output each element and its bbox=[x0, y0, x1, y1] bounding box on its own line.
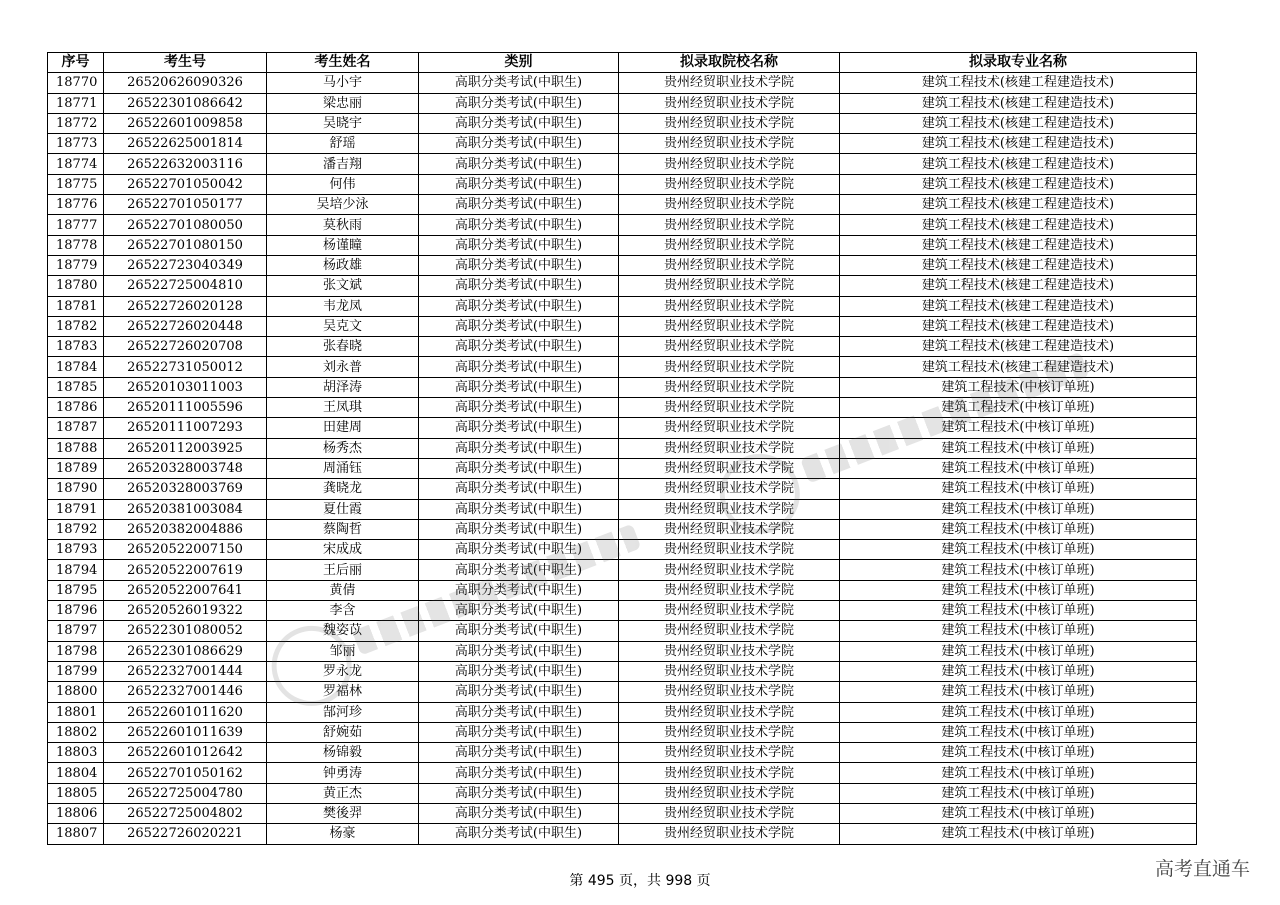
table-row bbox=[48, 377, 1197, 397]
cell-name: 郜河珍 bbox=[267, 702, 419, 722]
table-row bbox=[48, 458, 1197, 478]
cell-category: 高职分类考试(中职生) bbox=[419, 398, 619, 418]
cell-major: 建筑工程技术(中核订单班) bbox=[840, 519, 1197, 539]
cell-name: 吴培少泳 bbox=[267, 195, 419, 215]
table-row bbox=[48, 235, 1197, 255]
table-body bbox=[48, 73, 1197, 844]
cell-school: 贵州经贸职业技术学院 bbox=[619, 418, 840, 438]
cell-school: 贵州经贸职业技术学院 bbox=[619, 540, 840, 560]
cell-major: 建筑工程技术(中核订单班) bbox=[840, 540, 1197, 560]
header-row bbox=[48, 53, 1197, 73]
cell-school: 贵州经贸职业技术学院 bbox=[619, 763, 840, 783]
cell-exam-no: 26522601009858 bbox=[104, 113, 267, 133]
cell-major: 建筑工程技术(核建工程建造技术) bbox=[840, 357, 1197, 377]
cell-seq: 18775 bbox=[48, 174, 104, 194]
cell-category: 高职分类考试(中职生) bbox=[419, 93, 619, 113]
cell-exam-no: 26520522007619 bbox=[104, 560, 267, 580]
cell-category: 高职分类考试(中职生) bbox=[419, 195, 619, 215]
cell-category: 高职分类考试(中职生) bbox=[419, 276, 619, 296]
cell-seq: 18781 bbox=[48, 296, 104, 316]
table-row bbox=[48, 560, 1197, 580]
cell-exam-no: 26522701050177 bbox=[104, 195, 267, 215]
cell-major: 建筑工程技术(中核订单班) bbox=[840, 479, 1197, 499]
cell-school: 贵州经贸职业技术学院 bbox=[619, 296, 840, 316]
cell-major: 建筑工程技术(核建工程建造技术) bbox=[840, 215, 1197, 235]
cell-school: 贵州经贸职业技术学院 bbox=[619, 661, 840, 681]
cell-seq: 18786 bbox=[48, 398, 104, 418]
cell-name: 胡泽涛 bbox=[267, 377, 419, 397]
cell-exam-no: 26522701050042 bbox=[104, 174, 267, 194]
table-row bbox=[48, 783, 1197, 803]
cell-exam-no: 26522725004810 bbox=[104, 276, 267, 296]
cell-exam-no: 26522725004802 bbox=[104, 803, 267, 823]
table-row bbox=[48, 763, 1197, 783]
cell-school: 贵州经贸职业技术学院 bbox=[619, 458, 840, 478]
cell-major: 建筑工程技术(中核订单班) bbox=[840, 722, 1197, 742]
table-row bbox=[48, 824, 1197, 844]
cell-school: 贵州经贸职业技术学院 bbox=[619, 743, 840, 763]
cell-name: 韦龙凤 bbox=[267, 296, 419, 316]
cell-school: 贵州经贸职业技术学院 bbox=[619, 276, 840, 296]
table-row bbox=[48, 682, 1197, 702]
cell-name: 罗永龙 bbox=[267, 661, 419, 681]
cell-exam-no: 26520522007641 bbox=[104, 580, 267, 600]
cell-seq: 18785 bbox=[48, 377, 104, 397]
cell-category: 高职分类考试(中职生) bbox=[419, 743, 619, 763]
cell-name: 杨政雄 bbox=[267, 255, 419, 275]
cell-major: 建筑工程技术(核建工程建造技术) bbox=[840, 276, 1197, 296]
cell-category: 高职分类考试(中职生) bbox=[419, 215, 619, 235]
cell-seq: 18771 bbox=[48, 93, 104, 113]
table-row bbox=[48, 499, 1197, 519]
cell-exam-no: 26520112003925 bbox=[104, 438, 267, 458]
header-name: 考生姓名 bbox=[267, 53, 419, 73]
cell-exam-no: 26520626090326 bbox=[104, 73, 267, 93]
header-seq: 序号 bbox=[48, 53, 104, 73]
cell-exam-no: 26522601012642 bbox=[104, 743, 267, 763]
cell-name: 吴克文 bbox=[267, 316, 419, 336]
cell-category: 高职分类考试(中职生) bbox=[419, 377, 619, 397]
cell-major: 建筑工程技术(中核订单班) bbox=[840, 743, 1197, 763]
cell-school: 贵州经贸职业技术学院 bbox=[619, 113, 840, 133]
cell-category: 高职分类考试(中职生) bbox=[419, 702, 619, 722]
cell-school: 贵州经贸职业技术学院 bbox=[619, 255, 840, 275]
cell-name: 杨秀杰 bbox=[267, 438, 419, 458]
cell-school: 贵州经贸职业技术学院 bbox=[619, 702, 840, 722]
cell-exam-no: 26522632003116 bbox=[104, 154, 267, 174]
table-row bbox=[48, 113, 1197, 133]
cell-exam-no: 26522725004780 bbox=[104, 783, 267, 803]
cell-major: 建筑工程技术(核建工程建造技术) bbox=[840, 316, 1197, 336]
cell-exam-no: 26520103011003 bbox=[104, 377, 267, 397]
cell-seq: 18773 bbox=[48, 134, 104, 154]
table-row bbox=[48, 702, 1197, 722]
cell-seq: 18806 bbox=[48, 803, 104, 823]
cell-exam-no: 26520522007150 bbox=[104, 540, 267, 560]
cell-name: 李含 bbox=[267, 601, 419, 621]
cell-seq: 18783 bbox=[48, 337, 104, 357]
table-row bbox=[48, 743, 1197, 763]
table-row bbox=[48, 255, 1197, 275]
cell-seq: 18784 bbox=[48, 357, 104, 377]
table-row bbox=[48, 641, 1197, 661]
cell-major: 建筑工程技术(核建工程建造技术) bbox=[840, 93, 1197, 113]
cell-seq: 18793 bbox=[48, 540, 104, 560]
cell-category: 高职分类考试(中职生) bbox=[419, 824, 619, 844]
cell-seq: 18800 bbox=[48, 682, 104, 702]
admission-table bbox=[47, 52, 1197, 845]
cell-major: 建筑工程技术(核建工程建造技术) bbox=[840, 255, 1197, 275]
cell-name: 钟勇涛 bbox=[267, 763, 419, 783]
cell-school: 贵州经贸职业技术学院 bbox=[619, 438, 840, 458]
cell-school: 贵州经贸职业技术学院 bbox=[619, 722, 840, 742]
cell-category: 高职分类考试(中职生) bbox=[419, 458, 619, 478]
cell-seq: 18797 bbox=[48, 621, 104, 641]
cell-name: 田建周 bbox=[267, 418, 419, 438]
table-row bbox=[48, 519, 1197, 539]
cell-name: 张文斌 bbox=[267, 276, 419, 296]
cell-name: 宋成成 bbox=[267, 540, 419, 560]
cell-exam-no: 26520111005596 bbox=[104, 398, 267, 418]
cell-category: 高职分类考试(中职生) bbox=[419, 438, 619, 458]
cell-major: 建筑工程技术(核建工程建造技术) bbox=[840, 134, 1197, 154]
cell-major: 建筑工程技术(中核订单班) bbox=[840, 621, 1197, 641]
cell-seq: 18796 bbox=[48, 601, 104, 621]
cell-major: 建筑工程技术(中核订单班) bbox=[840, 398, 1197, 418]
cell-name: 黄正杰 bbox=[267, 783, 419, 803]
cell-name: 吴晓宇 bbox=[267, 113, 419, 133]
table-row bbox=[48, 276, 1197, 296]
cell-school: 贵州经贸职业技术学院 bbox=[619, 357, 840, 377]
cell-category: 高职分类考试(中职生) bbox=[419, 682, 619, 702]
page-number: 第 495 页，共 998 页 bbox=[569, 873, 711, 889]
table-row bbox=[48, 337, 1197, 357]
table-row bbox=[48, 661, 1197, 681]
cell-major: 建筑工程技术(中核订单班) bbox=[840, 641, 1197, 661]
cell-school: 贵州经贸职业技术学院 bbox=[619, 580, 840, 600]
cell-category: 高职分类考试(中职生) bbox=[419, 560, 619, 580]
cell-category: 高职分类考试(中职生) bbox=[419, 661, 619, 681]
cell-category: 高职分类考试(中职生) bbox=[419, 73, 619, 93]
cell-exam-no: 26522327001446 bbox=[104, 682, 267, 702]
cell-category: 高职分类考试(中职生) bbox=[419, 722, 619, 742]
cell-major: 建筑工程技术(中核订单班) bbox=[840, 702, 1197, 722]
cell-school: 贵州经贸职业技术学院 bbox=[619, 499, 840, 519]
cell-name: 杨锦毅 bbox=[267, 743, 419, 763]
cell-major: 建筑工程技术(中核订单班) bbox=[840, 499, 1197, 519]
cell-name: 何伟 bbox=[267, 174, 419, 194]
cell-category: 高职分类考试(中职生) bbox=[419, 479, 619, 499]
cell-exam-no: 26520381003084 bbox=[104, 499, 267, 519]
header-major: 拟录取专业名称 bbox=[840, 53, 1197, 73]
cell-name: 潘吉翔 bbox=[267, 154, 419, 174]
table-row bbox=[48, 601, 1197, 621]
cell-seq: 18803 bbox=[48, 743, 104, 763]
cell-category: 高职分类考试(中职生) bbox=[419, 418, 619, 438]
cell-name: 莫秋雨 bbox=[267, 215, 419, 235]
cell-school: 贵州经贸职业技术学院 bbox=[619, 824, 840, 844]
cell-category: 高职分类考试(中职生) bbox=[419, 296, 619, 316]
cell-seq: 18770 bbox=[48, 73, 104, 93]
cell-school: 贵州经贸职业技术学院 bbox=[619, 641, 840, 661]
cell-exam-no: 26520328003748 bbox=[104, 458, 267, 478]
cell-seq: 18807 bbox=[48, 824, 104, 844]
cell-exam-no: 26522726020128 bbox=[104, 296, 267, 316]
cell-name: 梁忠丽 bbox=[267, 93, 419, 113]
cell-exam-no: 26520328003769 bbox=[104, 479, 267, 499]
cell-category: 高职分类考试(中职生) bbox=[419, 540, 619, 560]
table-row bbox=[48, 357, 1197, 377]
cell-major: 建筑工程技术(中核订单班) bbox=[840, 418, 1197, 438]
cell-school: 贵州经贸职业技术学院 bbox=[619, 93, 840, 113]
cell-name: 舒婉茹 bbox=[267, 722, 419, 742]
cell-exam-no: 26522726020448 bbox=[104, 316, 267, 336]
cell-category: 高职分类考试(中职生) bbox=[419, 763, 619, 783]
cell-major: 建筑工程技术(中核订单班) bbox=[840, 803, 1197, 823]
cell-category: 高职分类考试(中职生) bbox=[419, 641, 619, 661]
cell-exam-no: 26520382004886 bbox=[104, 519, 267, 539]
table-header bbox=[48, 53, 1197, 73]
cell-school: 贵州经贸职业技术学院 bbox=[619, 235, 840, 255]
cell-name: 杨谨瞳 bbox=[267, 235, 419, 255]
cell-exam-no: 26522701080150 bbox=[104, 235, 267, 255]
cell-school: 贵州经贸职业技术学院 bbox=[619, 154, 840, 174]
cell-school: 贵州经贸职业技术学院 bbox=[619, 560, 840, 580]
cell-school: 贵州经贸职业技术学院 bbox=[619, 398, 840, 418]
cell-seq: 18791 bbox=[48, 499, 104, 519]
cell-category: 高职分类考试(中职生) bbox=[419, 255, 619, 275]
cell-school: 贵州经贸职业技术学院 bbox=[619, 682, 840, 702]
table-row bbox=[48, 418, 1197, 438]
table-row bbox=[48, 195, 1197, 215]
cell-name: 罗福林 bbox=[267, 682, 419, 702]
cell-school: 贵州经贸职业技术学院 bbox=[619, 377, 840, 397]
brand-watermark: 高考直通车 bbox=[1154, 858, 1250, 880]
cell-seq: 18780 bbox=[48, 276, 104, 296]
cell-seq: 18788 bbox=[48, 438, 104, 458]
cell-name: 舒瑶 bbox=[267, 134, 419, 154]
cell-seq: 18777 bbox=[48, 215, 104, 235]
cell-category: 高职分类考试(中职生) bbox=[419, 357, 619, 377]
table-row bbox=[48, 93, 1197, 113]
header-school: 拟录取院校名称 bbox=[619, 53, 840, 73]
cell-major: 建筑工程技术(中核订单班) bbox=[840, 824, 1197, 844]
cell-exam-no: 26522701080050 bbox=[104, 215, 267, 235]
cell-major: 建筑工程技术(中核订单班) bbox=[840, 458, 1197, 478]
cell-seq: 18787 bbox=[48, 418, 104, 438]
cell-major: 建筑工程技术(核建工程建造技术) bbox=[840, 195, 1197, 215]
cell-seq: 18804 bbox=[48, 763, 104, 783]
cell-category: 高职分类考试(中职生) bbox=[419, 601, 619, 621]
cell-exam-no: 26520111007293 bbox=[104, 418, 267, 438]
cell-school: 贵州经贸职业技术学院 bbox=[619, 337, 840, 357]
cell-exam-no: 26522701050162 bbox=[104, 763, 267, 783]
table-row bbox=[48, 134, 1197, 154]
cell-category: 高职分类考试(中职生) bbox=[419, 316, 619, 336]
cell-school: 贵州经贸职业技术学院 bbox=[619, 803, 840, 823]
cell-seq: 18805 bbox=[48, 783, 104, 803]
cell-seq: 18792 bbox=[48, 519, 104, 539]
table-row bbox=[48, 316, 1197, 336]
cell-exam-no: 26522301086642 bbox=[104, 93, 267, 113]
header-category: 类别 bbox=[419, 53, 619, 73]
cell-seq: 18798 bbox=[48, 641, 104, 661]
cell-name: 樊後羿 bbox=[267, 803, 419, 823]
cell-seq: 18774 bbox=[48, 154, 104, 174]
cell-school: 贵州经贸职业技术学院 bbox=[619, 73, 840, 93]
table-row bbox=[48, 540, 1197, 560]
table-row bbox=[48, 722, 1197, 742]
cell-category: 高职分类考试(中职生) bbox=[419, 235, 619, 255]
cell-exam-no: 26522301080052 bbox=[104, 621, 267, 641]
cell-exam-no: 26522726020708 bbox=[104, 337, 267, 357]
cell-name: 黄倩 bbox=[267, 580, 419, 600]
cell-major: 建筑工程技术(核建工程建造技术) bbox=[840, 337, 1197, 357]
cell-category: 高职分类考试(中职生) bbox=[419, 803, 619, 823]
cell-category: 高职分类考试(中职生) bbox=[419, 134, 619, 154]
cell-category: 高职分类考试(中职生) bbox=[419, 580, 619, 600]
cell-seq: 18802 bbox=[48, 722, 104, 742]
cell-category: 高职分类考试(中职生) bbox=[419, 113, 619, 133]
cell-major: 建筑工程技术(中核订单班) bbox=[840, 661, 1197, 681]
table-row bbox=[48, 479, 1197, 499]
cell-school: 贵州经贸职业技术学院 bbox=[619, 134, 840, 154]
cell-seq: 18779 bbox=[48, 255, 104, 275]
cell-name: 王凤琪 bbox=[267, 398, 419, 418]
cell-category: 高职分类考试(中职生) bbox=[419, 499, 619, 519]
cell-major: 建筑工程技术(中核订单班) bbox=[840, 560, 1197, 580]
cell-school: 贵州经贸职业技术学院 bbox=[619, 519, 840, 539]
table-row bbox=[48, 296, 1197, 316]
cell-major: 建筑工程技术(中核订单班) bbox=[840, 763, 1197, 783]
cell-major: 建筑工程技术(中核订单班) bbox=[840, 580, 1197, 600]
cell-school: 贵州经贸职业技术学院 bbox=[619, 174, 840, 194]
cell-seq: 18778 bbox=[48, 235, 104, 255]
cell-major: 建筑工程技术(核建工程建造技术) bbox=[840, 154, 1197, 174]
cell-name: 周涌钰 bbox=[267, 458, 419, 478]
cell-exam-no: 26522601011620 bbox=[104, 702, 267, 722]
cell-major: 建筑工程技术(核建工程建造技术) bbox=[840, 73, 1197, 93]
table-row bbox=[48, 398, 1197, 418]
cell-school: 贵州经贸职业技术学院 bbox=[619, 195, 840, 215]
cell-category: 高职分类考试(中职生) bbox=[419, 174, 619, 194]
cell-category: 高职分类考试(中职生) bbox=[419, 783, 619, 803]
table-row bbox=[48, 215, 1197, 235]
cell-seq: 18789 bbox=[48, 458, 104, 478]
cell-exam-no: 26522301086629 bbox=[104, 641, 267, 661]
cell-seq: 18790 bbox=[48, 479, 104, 499]
table-row bbox=[48, 73, 1197, 93]
header-exam-no: 考生号 bbox=[104, 53, 267, 73]
cell-name: 刘永普 bbox=[267, 357, 419, 377]
cell-name: 马小宇 bbox=[267, 73, 419, 93]
cell-name: 张春晓 bbox=[267, 337, 419, 357]
cell-major: 建筑工程技术(核建工程建造技术) bbox=[840, 113, 1197, 133]
table-row bbox=[48, 438, 1197, 458]
table-row bbox=[48, 621, 1197, 641]
cell-school: 贵州经贸职业技术学院 bbox=[619, 621, 840, 641]
table-row bbox=[48, 580, 1197, 600]
cell-name: 邹丽 bbox=[267, 641, 419, 661]
table-row bbox=[48, 803, 1197, 823]
cell-name: 魏姿苡 bbox=[267, 621, 419, 641]
cell-school: 贵州经贸职业技术学院 bbox=[619, 479, 840, 499]
cell-seq: 18782 bbox=[48, 316, 104, 336]
cell-major: 建筑工程技术(中核订单班) bbox=[840, 601, 1197, 621]
cell-major: 建筑工程技术(核建工程建造技术) bbox=[840, 296, 1197, 316]
cell-major: 建筑工程技术(中核订单班) bbox=[840, 783, 1197, 803]
cell-exam-no: 26522726020221 bbox=[104, 824, 267, 844]
cell-exam-no: 26522601011639 bbox=[104, 722, 267, 742]
cell-seq: 18801 bbox=[48, 702, 104, 722]
cell-major: 建筑工程技术(中核订单班) bbox=[840, 438, 1197, 458]
cell-school: 贵州经贸职业技术学院 bbox=[619, 215, 840, 235]
cell-name: 杨豪 bbox=[267, 824, 419, 844]
cell-seq: 18795 bbox=[48, 580, 104, 600]
cell-school: 贵州经贸职业技术学院 bbox=[619, 783, 840, 803]
cell-major: 建筑工程技术(核建工程建造技术) bbox=[840, 235, 1197, 255]
cell-seq: 18799 bbox=[48, 661, 104, 681]
cell-name: 蔡陶哲 bbox=[267, 519, 419, 539]
cell-name: 王后丽 bbox=[267, 560, 419, 580]
cell-category: 高职分类考试(中职生) bbox=[419, 519, 619, 539]
cell-major: 建筑工程技术(中核订单班) bbox=[840, 377, 1197, 397]
cell-seq: 18776 bbox=[48, 195, 104, 215]
cell-seq: 18772 bbox=[48, 113, 104, 133]
cell-major: 建筑工程技术(核建工程建造技术) bbox=[840, 174, 1197, 194]
cell-exam-no: 26522327001444 bbox=[104, 661, 267, 681]
cell-name: 夏仕霞 bbox=[267, 499, 419, 519]
cell-category: 高职分类考试(中职生) bbox=[419, 621, 619, 641]
cell-exam-no: 26522625001814 bbox=[104, 134, 267, 154]
cell-seq: 18794 bbox=[48, 560, 104, 580]
cell-exam-no: 26522723040349 bbox=[104, 255, 267, 275]
cell-major: 建筑工程技术(中核订单班) bbox=[840, 682, 1197, 702]
table-row bbox=[48, 154, 1197, 174]
cell-school: 贵州经贸职业技术学院 bbox=[619, 316, 840, 336]
cell-name: 龚晓龙 bbox=[267, 479, 419, 499]
cell-category: 高职分类考试(中职生) bbox=[419, 154, 619, 174]
cell-exam-no: 26522731050012 bbox=[104, 357, 267, 377]
table-row bbox=[48, 174, 1197, 194]
cell-category: 高职分类考试(中职生) bbox=[419, 337, 619, 357]
cell-school: 贵州经贸职业技术学院 bbox=[619, 601, 840, 621]
cell-exam-no: 26520526019322 bbox=[104, 601, 267, 621]
